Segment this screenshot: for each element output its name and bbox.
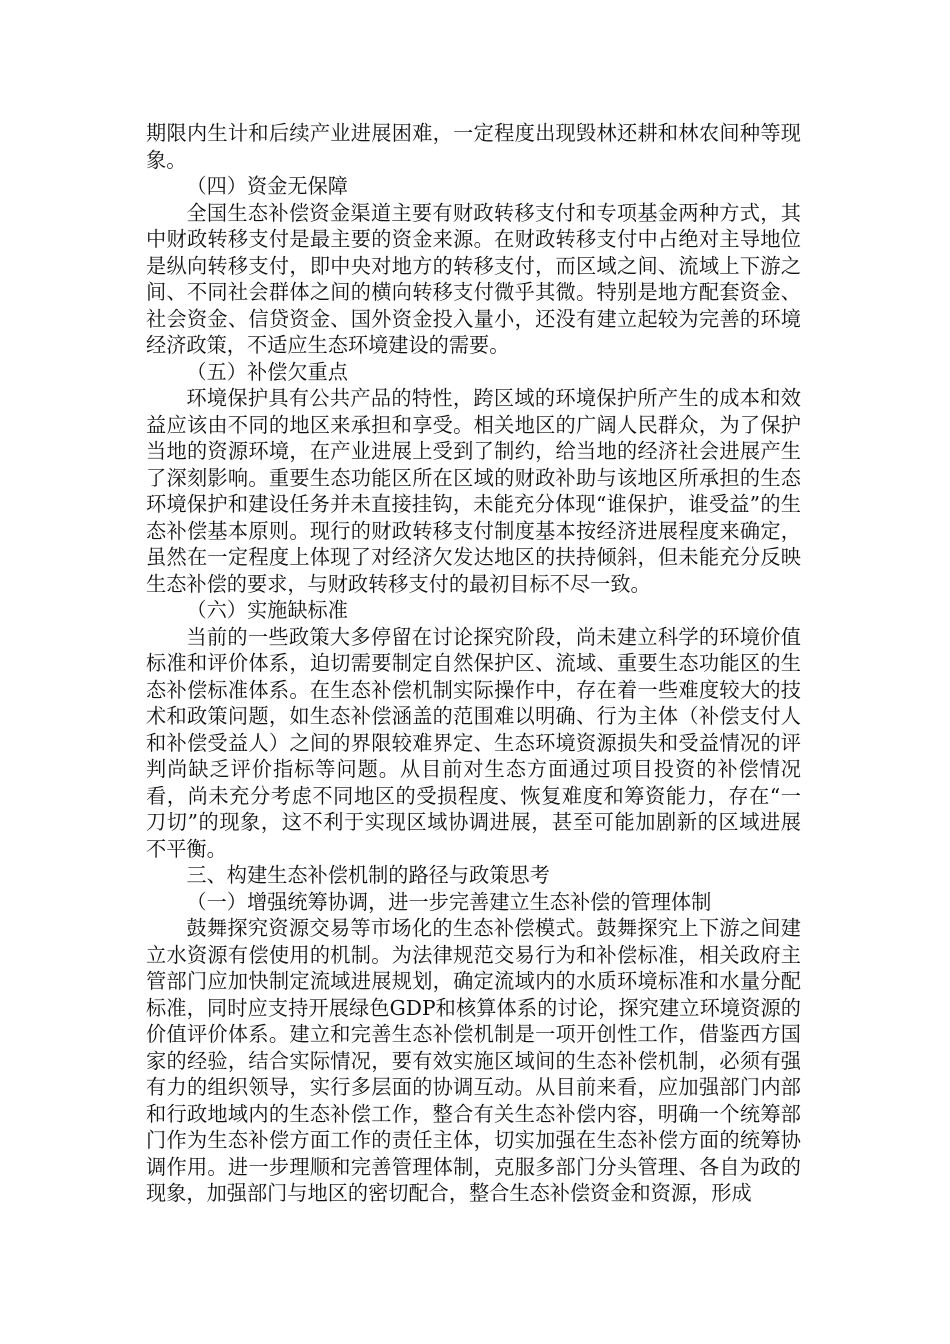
section-5-paragraph: 环境保护具有公共产品的特性，跨区域的环境保护所产生的成本和效益应该由不同的地区来承担和享受。相关地区的广阔人民群众，为了保护当地的资源环境，在产业进展上受到了制约，给当地的经济社会进展产生了深刻影响。重要生态功能区所在区域的财政补助与该地区所承担的生态环境保护和建设任务并未直接挂钩，未能充分体现“谁保护，谁受益”的生态补偿基本原则。现行的财政转移支付制度基本按经济进展程度来确定，虽然在一定程度上体现了对经济欠发达地区的扶持倾斜，但未能充分反映生态补偿的要求，与财政转移支付的最初目标不尽一致。 xyxy=(146,386,801,596)
section-4-heading: （四）资金无保障 xyxy=(186,174,348,198)
document-page xyxy=(146,120,801,1207)
section-5-heading: （五）补偿欠重点 xyxy=(186,359,348,384)
section-6-heading: （六）实施缺标准 xyxy=(186,598,348,622)
part-3-subsection-1-heading: （一）增强统筹协调，进一步完善建立生态补偿的管理体制 xyxy=(186,889,712,914)
section-6-paragraph: 当前的一些政策大多停留在讨论探究阶段，尚未建立科学的环境价值标准和评价体系，迫切需要制定自然保护区、流域、重要生态功能区的生态补偿标准体系。在生态补偿机制实际操作中，存在着一些难度较大的技术和政策问题，如生态补偿涵盖的范围难以明确、行为主体（补偿支付人和补偿受益人）之间的界限较难界定、生态环境资源损失和受益情况的评判尚缺乏评价指标等问题。从目前对生态方面通过项目投资的补偿情况看，尚未充分考虑不同地区的受损程度、恢复难度和筹资能力，存在“一刀切”的现象，这不利于实现区域协调进展，甚至可能加剧新的区域进展不平衡。 xyxy=(146,624,801,861)
part-3-subsection-1-paragraph: 鼓舞探究资源交易等市场化的生态补偿模式。鼓舞探究上下游之间建立水资源有偿使用的机制。为法律规范交易行为和补偿标准，相关政府主管部门应加快制定流域进展规划，确定流域内的水质环境标准和水量分配标准，同时应支持开展绿色GDP和核算体系的讨论，探究建立环境资源的价值评价体系。建立和完善生态补偿机制是一项开创性工作，借鉴西方国家的经验，结合实际情况，要有效实施区域间的生态补偿机制，必须有强有力的组织领导，实行多层面的协调互动。从目前来看，应加强部门内部和行政地域内的生态补偿工作，整合有关生态补偿内容，明确一个统筹部门作为生态补偿方面工作的责任主体，切实加强在生态补偿方面的统筹协调作用。进一步理顺和完善管理体制，克服多部门分头管理、各自为政的现象，加强部门与地区的密切配合，整合生态补偿资金和资源，形成 xyxy=(146,916,801,1205)
continuation-paragraph: 期限内生计和后续产业进展困难，一定程度出现毁林还耕和林农间种等现象。 xyxy=(146,121,801,172)
part-3-heading: 三、构建生态补偿机制的路径与政策思考 xyxy=(186,863,550,887)
section-4-paragraph: 全国生态补偿资金渠道主要有财政转移支付和专项基金两种方式，其中财政转移支付是最主要的资金来源。在财政转移支付中占绝对主导地位是纵向转移支付，即中央对地方的转移支付，而区域之间、流域上下游之间、不同社会群体之间的横向转移支付微乎其微。特别是地方配套资金、社会资金、信贷资金、国外资金投入量小，还没有建立起较为完善的环境经济政策，不适应生态环境建设的需要。 xyxy=(146,200,801,357)
